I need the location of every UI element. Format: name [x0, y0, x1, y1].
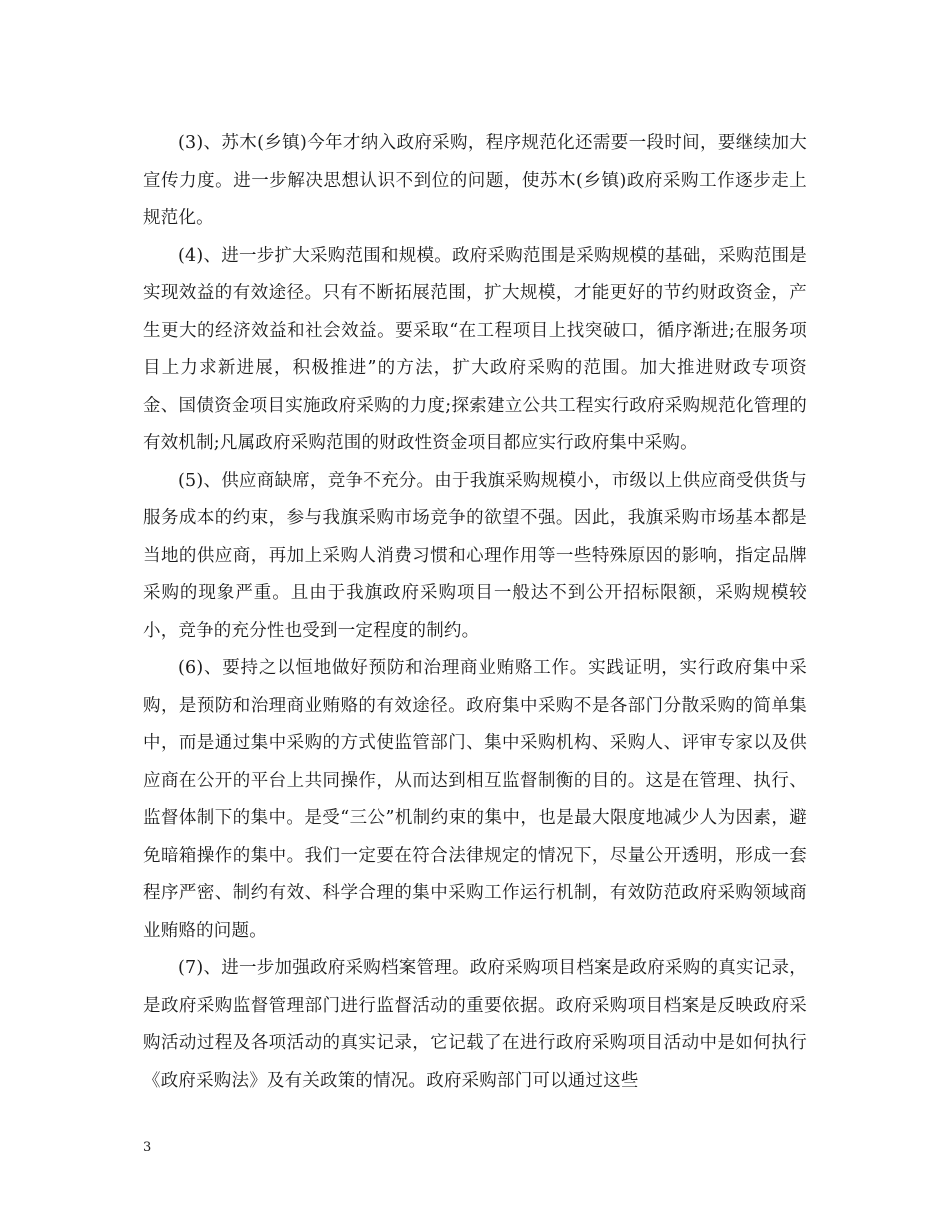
document-body [143, 125, 807, 1100]
paragraph-5: (5)、供应商缺席，竞争不充分。由于我旗采购规模小，市级以上供应商受供货与服务成本的约束，参与我旗采购市场竞争的欲望不强。因此，我旗采购市场基本都是当地的供应商，再加上采购人消费习惯和心理作用等一些特殊原因的影响，指定品牌采购的现象严重。且由于我旗政府采购项目一般达不到公开招标限额，采购规模较小，竞争的充分性也受到一定程度的制约。 [143, 470, 807, 641]
paragraph-4: (4)、进一步扩大采购范围和规模。政府采购范围是采购规模的基础，采购范围是实现效益的有效途径。只有不断拓展范围，扩大规模，才能更好的节约财政资金，产生更大的经济效益和社会效益。要采取“在工程项目上找突破口，循序渐进;在服务项目上力求新进展，积极推进”的方法，扩大政府采购的范围。加大推进财政专项资金、国债资金项目实施政府采购的力度;探索建立公共工程实行政府采购规范化管理的有效机制;凡属政府采购范围的财政性资金项目都应实行政府集中采购。 [143, 245, 807, 453]
page-number: 3 [143, 1140, 152, 1155]
paragraph-3: (3)、苏木(乡镇)今年才纳入政府采购，程序规范化还需要一段时间，要继续加大宣传力度。进一步解决思想认识不到位的问题，使苏木(乡镇)政府采购工作逐步走上规范化。 [143, 133, 807, 228]
paragraph-6: (6)、要持之以恒地做好预防和治理商业贿赂工作。实践证明，实行政府集中采购，是预防和治理商业贿赂的有效途径。政府集中采购不是各部门分散采购的简单集中，而是通过集中采购的方式使监管部门、集中采购机构、采购人、评审专家以及供应商在公开的平台上共同操作，从而达到相互监督制衡的目的。这是在管理、执行、监督体制下的集中。是受“三公”机制约束的集中，也是最大限度地减少人为因素，避免暗箱操作的集中。我们一定要在符合法律规定的情况下，尽量公开透明，形成一套程序严密、制约有效、科学合理的集中采购工作运行机制，有效防范政府采购领域商业贿赂的问题。 [143, 658, 807, 941]
paragraph-7: (7)、进一步加强政府采购档案管理。政府采购项目档案是政府采购的真实记录，是政府采购监督管理部门进行监督活动的重要依据。政府采购项目档案是反映政府采购活动过程及各项活动的真实记录，它记载了在进行政府采购项目活动中是如何执行《政府采购法》及有关政策的情况。政府采购部门可以通过这些 [143, 958, 807, 1091]
